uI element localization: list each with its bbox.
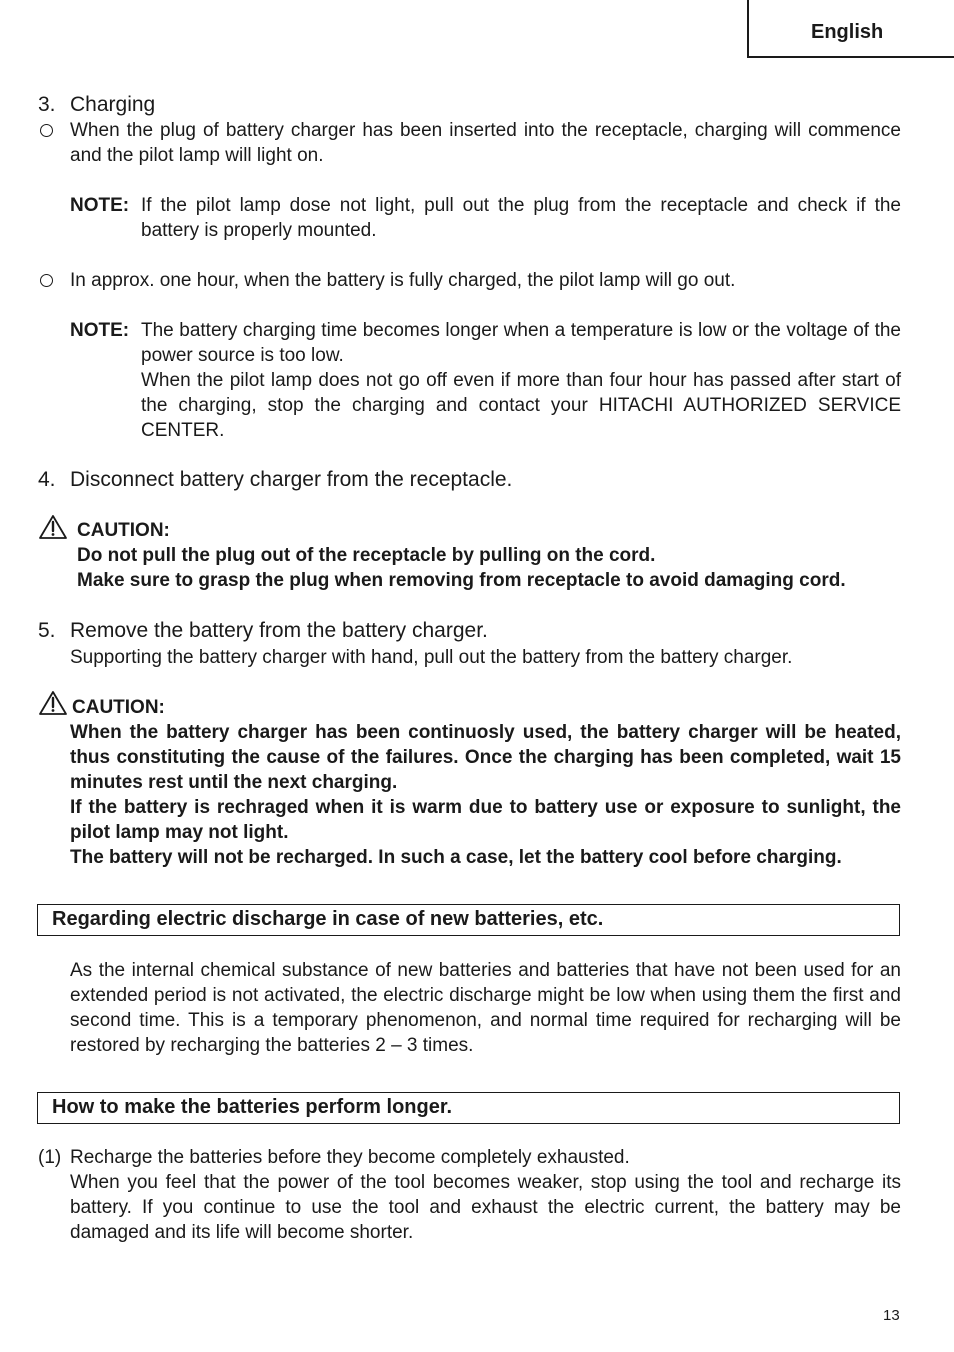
section-4-title: Disconnect battery charger from the receptacle.	[70, 468, 513, 491]
longer-heading-box	[37, 1092, 900, 1124]
note-1-label: NOTE:	[70, 195, 130, 216]
longer-heading: How to make the batteries perform longer.	[52, 1096, 453, 1118]
note-1-text: If the pilot lamp dose not light, pull out the plug from the receptacle and check if the battery is properly mounted.	[141, 195, 901, 241]
warning-triangle-icon	[38, 514, 68, 540]
discharge-heading: Regarding electric discharge in case of new batteries, etc.	[52, 908, 604, 930]
section-5-text: Supporting the battery charger with hand, pull out the battery from the battery charger.	[70, 647, 793, 668]
caution-2-label: CAUTION:	[72, 697, 165, 718]
charging-bullet-1: When the plug of battery charger has been inserted into the receptacle, charging will commence and the pilot lamp will light on.	[70, 120, 901, 166]
section-5-number: 5.	[38, 619, 56, 642]
note-2-text-1: The battery charging time becomes longer when a temperature is low or the voltage of the power source is too low.	[141, 320, 901, 366]
note-2-label: NOTE:	[70, 320, 130, 341]
charging-bullet-2: In approx. one hour, when the battery is fully charged, the pilot lamp will go out.	[70, 270, 736, 291]
caution-1-line-2: Make sure to grasp the plug when removing from receptacle to avoid damaging cord.	[77, 570, 846, 591]
discharge-text: As the internal chemical substance of new batteries and batteries that have not been used for an extended period is not activated, the electric discharge might be low when using them the first and second time. This is a temporary phenomenon, and normal time required for recharging will be restored by recharging the batteries 2 – 3 times.	[70, 960, 901, 1056]
section-3-number: 3.	[38, 93, 56, 116]
bullet-circle-icon	[40, 274, 53, 287]
caution-1-label: CAUTION:	[77, 520, 170, 541]
note-2-text-2: When the pilot lamp does not go off even if more than four hour has passed after start of the charging, stop the charging and contact your HITACHI AUTHORIZED SERVICE CENTER.	[141, 370, 901, 441]
language-tab	[747, 0, 954, 58]
caution-2-paragraph-1: When the battery charger has been continuosly used, the battery charger will be heated, thus constituting the cause of the failures. Once the charging has been completed, wait 15 minutes rest until the next charging.	[70, 722, 901, 793]
discharge-heading-box	[37, 904, 900, 936]
section-3-title: Charging	[70, 93, 156, 116]
caution-1-line-1: Do not pull the plug out of the receptacle by pulling on the cord.	[77, 545, 656, 566]
bullet-circle-icon	[40, 124, 53, 137]
section-4-number: 4.	[38, 468, 56, 491]
page-number: 13	[883, 1307, 900, 1324]
item-1-text: When you feel that the power of the tool becomes weaker, stop using the tool and recharge its battery. If you continue to use the tool and exhaust the electric current, the battery may be damaged and its life will become shorter.	[70, 1172, 901, 1243]
section-5-title: Remove the battery from the battery charger.	[70, 619, 488, 642]
caution-2-paragraph-3: The battery will not be recharged. In such a case, let the battery cool before charging.	[70, 847, 842, 868]
warning-triangle-icon	[38, 690, 68, 716]
language-label: English	[811, 21, 884, 43]
item-1-number: (1)	[38, 1147, 62, 1168]
caution-2-paragraph-2: If the battery is rechraged when it is warm due to battery use or exposure to sunlight, the pilot lamp may not light.	[70, 797, 901, 843]
item-1-title: Recharge the batteries before they become completely exhausted.	[70, 1147, 630, 1168]
